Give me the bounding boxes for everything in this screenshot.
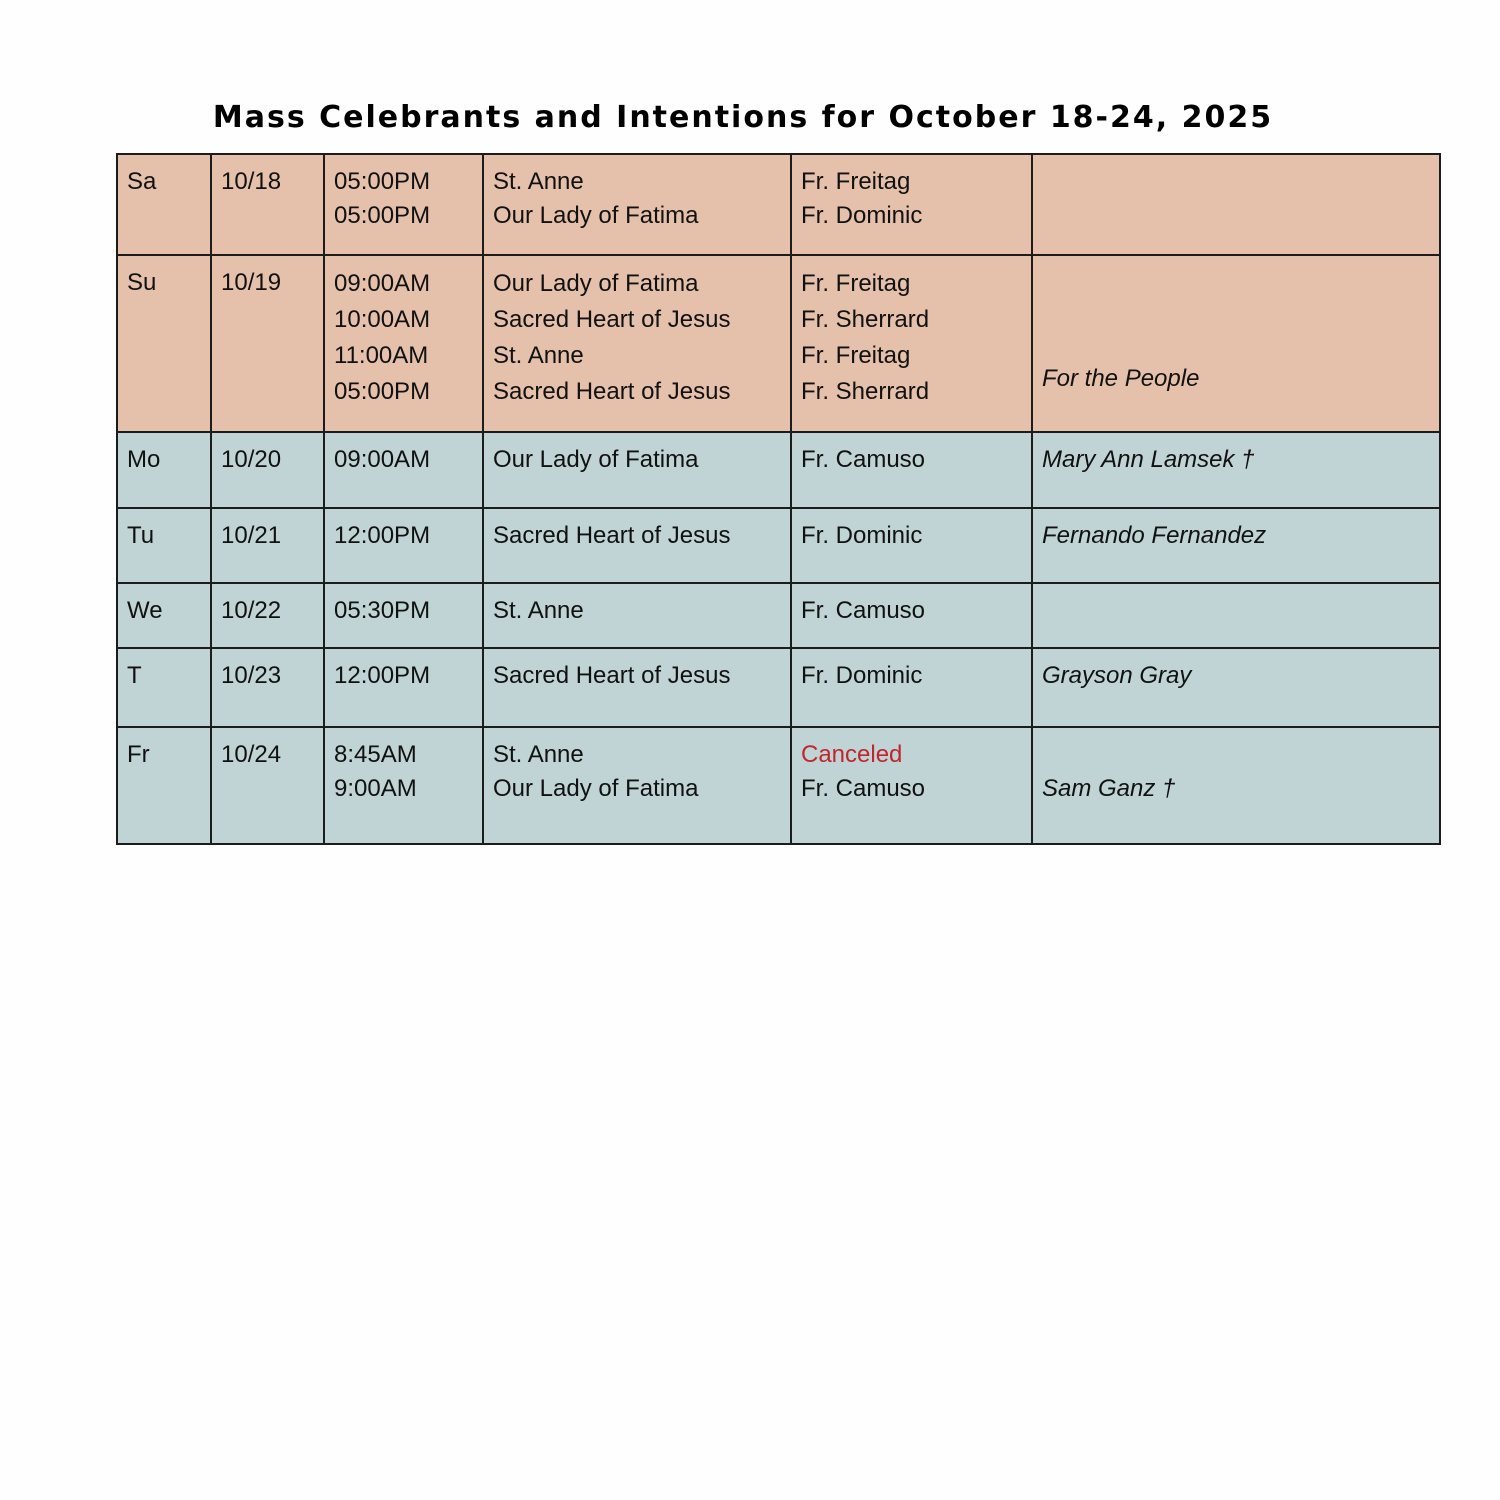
celebrant-name: Fr. Freitag xyxy=(801,342,911,369)
table-row xyxy=(117,508,1440,583)
time-cell xyxy=(324,727,483,844)
celebrant-cell xyxy=(791,583,1032,648)
mass-time: 05:30PM xyxy=(334,597,431,624)
time-cell xyxy=(324,432,483,508)
church-cell xyxy=(483,727,791,844)
mass-time: 09:00AM xyxy=(334,446,431,473)
time-cell xyxy=(324,508,483,583)
date-cell: 10/20 xyxy=(211,432,324,508)
church-name: Our Lady of Fatima xyxy=(493,202,699,229)
celebrant-name: Fr. Sherrard xyxy=(801,378,930,405)
church-name: St. Anne xyxy=(493,741,584,768)
celebrant-name: Fr. Dominic xyxy=(801,202,923,229)
church-name: St. Anne xyxy=(493,168,584,195)
table-row xyxy=(117,432,1440,508)
celebrant-name: Fr. Sherrard xyxy=(801,306,930,333)
mass-time: 09:00AM xyxy=(334,270,431,297)
table-row xyxy=(117,727,1440,844)
celebrant-cell xyxy=(791,432,1032,508)
church-name: St. Anne xyxy=(493,342,584,369)
day-cell: We xyxy=(117,583,211,648)
day-cell: Su xyxy=(117,255,211,432)
table-row xyxy=(117,583,1440,648)
church-cell xyxy=(483,154,791,255)
church-cell xyxy=(483,648,791,727)
intention-cell: Mary Ann Lamsek † xyxy=(1032,432,1440,508)
celebrant-cell xyxy=(791,508,1032,583)
date-cell: 10/23 xyxy=(211,648,324,727)
celebrant-name: Fr. Camuso xyxy=(801,597,926,624)
mass-schedule-table xyxy=(116,153,1441,845)
church-name: Our Lady of Fatima xyxy=(493,446,699,473)
date-cell: 10/22 xyxy=(211,583,324,648)
intention-cell: Fernando Fernandez xyxy=(1032,508,1440,583)
mass-time: 05:00PM xyxy=(334,378,431,405)
day-cell: T xyxy=(117,648,211,727)
day-cell: Mo xyxy=(117,432,211,508)
church-name: St. Anne xyxy=(493,597,584,624)
intention-cell: Grayson Gray xyxy=(1032,648,1440,727)
celebrant-name: Fr. Dominic xyxy=(801,522,923,549)
celebrant-name: Fr. Freitag xyxy=(801,270,911,297)
table-row xyxy=(117,255,1440,432)
church-cell xyxy=(483,508,791,583)
church-cell xyxy=(483,255,791,432)
day-cell: Tu xyxy=(117,508,211,583)
day-cell: Sa xyxy=(117,154,211,255)
celebrant-name: Fr. Freitag xyxy=(801,168,911,195)
church-name: Sacred Heart of Jesus xyxy=(493,378,731,405)
celebrant-cell xyxy=(791,255,1032,432)
church-cell xyxy=(483,583,791,648)
table-row xyxy=(117,154,1440,255)
celebrant-cell xyxy=(791,154,1032,255)
intention-cell xyxy=(1032,154,1440,255)
table-row xyxy=(117,648,1440,727)
page-title: Mass Celebrants and Intentions for October 18-24, 2025 xyxy=(212,100,1274,135)
day-cell: Fr xyxy=(117,727,211,844)
mass-time: 11:00AM xyxy=(334,342,429,369)
church-name: Our Lady of Fatima xyxy=(493,775,699,802)
mass-time: 8:45AM xyxy=(334,741,417,768)
time-cell xyxy=(324,154,483,255)
intention-cell xyxy=(1032,583,1440,648)
church-name: Sacred Heart of Jesus xyxy=(493,522,731,549)
celebrant-cell xyxy=(791,648,1032,727)
time-cell xyxy=(324,648,483,727)
date-cell: 10/18 xyxy=(211,154,324,255)
time-cell xyxy=(324,255,483,432)
mass-time: 10:00AM xyxy=(334,306,431,333)
church-name: Sacred Heart of Jesus xyxy=(493,662,731,689)
mass-time: 12:00PM xyxy=(334,522,431,549)
date-cell: 10/24 xyxy=(211,727,324,844)
church-name: Our Lady of Fatima xyxy=(493,270,699,297)
church-cell xyxy=(483,432,791,508)
intention-cell: For the People xyxy=(1032,255,1440,432)
date-cell: 10/21 xyxy=(211,508,324,583)
celebrant-cell xyxy=(791,727,1032,844)
date-cell: 10/19 xyxy=(211,255,324,432)
celebrant-name: Fr. Camuso xyxy=(801,775,926,802)
celebrant-name: Fr. Camuso xyxy=(801,446,926,473)
mass-time: 05:00PM xyxy=(334,168,431,195)
canceled-status: Canceled xyxy=(801,741,903,768)
mass-time: 05:00PM xyxy=(334,202,431,229)
intention-cell: Sam Ganz † xyxy=(1032,727,1440,844)
church-name: Sacred Heart of Jesus xyxy=(493,306,731,333)
celebrant-name: Fr. Dominic xyxy=(801,662,923,689)
mass-time: 12:00PM xyxy=(334,662,431,689)
mass-time: 9:00AM xyxy=(334,775,417,802)
time-cell xyxy=(324,583,483,648)
